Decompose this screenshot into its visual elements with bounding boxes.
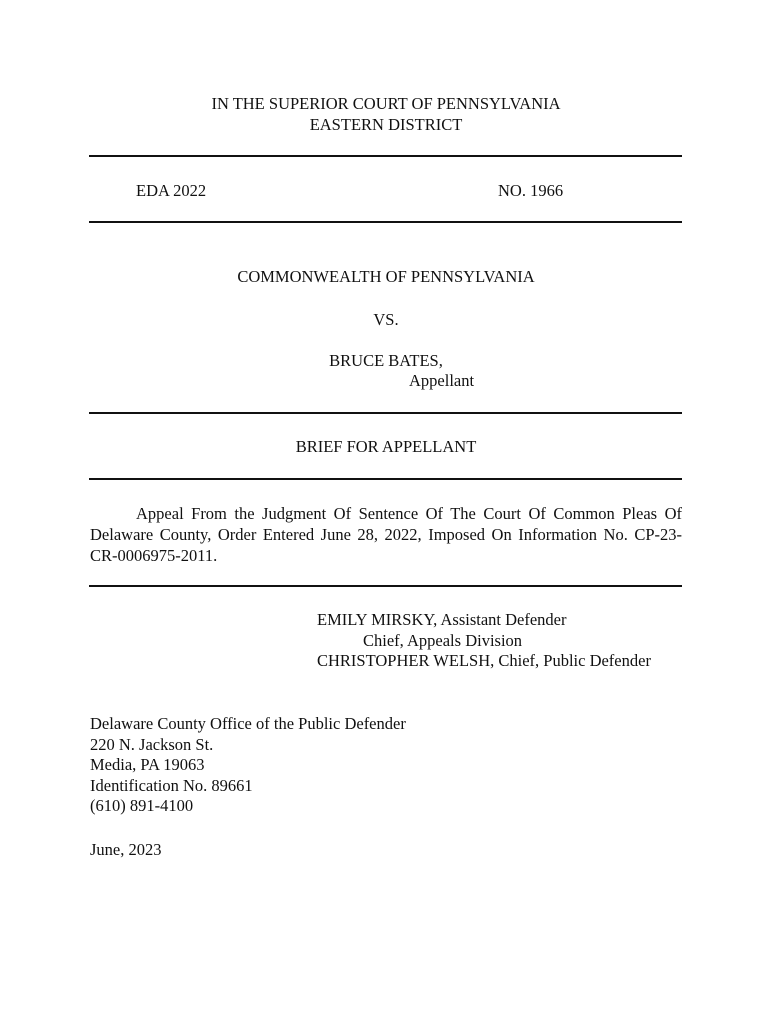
office-city: Media, PA 19063 <box>90 755 205 774</box>
office-street: 220 N. Jackson St. <box>90 734 214 754</box>
district-name: EASTERN DISTRICT <box>309 115 463 134</box>
appeal-description: Appeal From the Judgment Of Sentence Of The Court Of Common Pleas Of Delaware County, Order Entered June 28, 2022, Imposed On Information No. CP-23-CR-0006975-2011. <box>90 504 682 565</box>
counsel-title: Chief, Appeals Division <box>363 630 523 650</box>
divider-rule <box>89 478 682 480</box>
court-name: IN THE SUPERIOR COURT OF PENNSYLVANIA <box>211 94 561 113</box>
docket-eda: EDA 2022 <box>136 181 207 200</box>
counsel-block <box>317 610 651 672</box>
brief-title: BRIEF FOR APPELLANT <box>295 437 477 456</box>
counsel-chief: CHRISTOPHER WELSH, Chief, Public Defender <box>317 651 651 670</box>
defendant-name: BRUCE BATES, <box>329 351 443 370</box>
defendant-role: Appellant <box>409 371 475 390</box>
office-phone: (610) 891-4100 <box>90 796 194 815</box>
divider-rule <box>89 155 682 157</box>
versus-label: VS. <box>373 310 399 329</box>
filing-date: June, 2023 <box>90 840 162 859</box>
docket-number: NO. 1966 <box>498 181 564 200</box>
office-name: Delaware County Office of the Public Defender <box>90 714 406 733</box>
divider-rule <box>89 412 682 414</box>
counsel-attorney: EMILY MIRSKY, Assistant Defender <box>317 610 567 629</box>
office-identification: Identification No. 89661 <box>90 775 253 795</box>
divider-rule <box>89 585 682 587</box>
office-address-block <box>90 714 406 817</box>
plaintiff-name: COMMONWEALTH OF PENNSYLVANIA <box>237 267 535 286</box>
divider-rule <box>89 221 682 223</box>
